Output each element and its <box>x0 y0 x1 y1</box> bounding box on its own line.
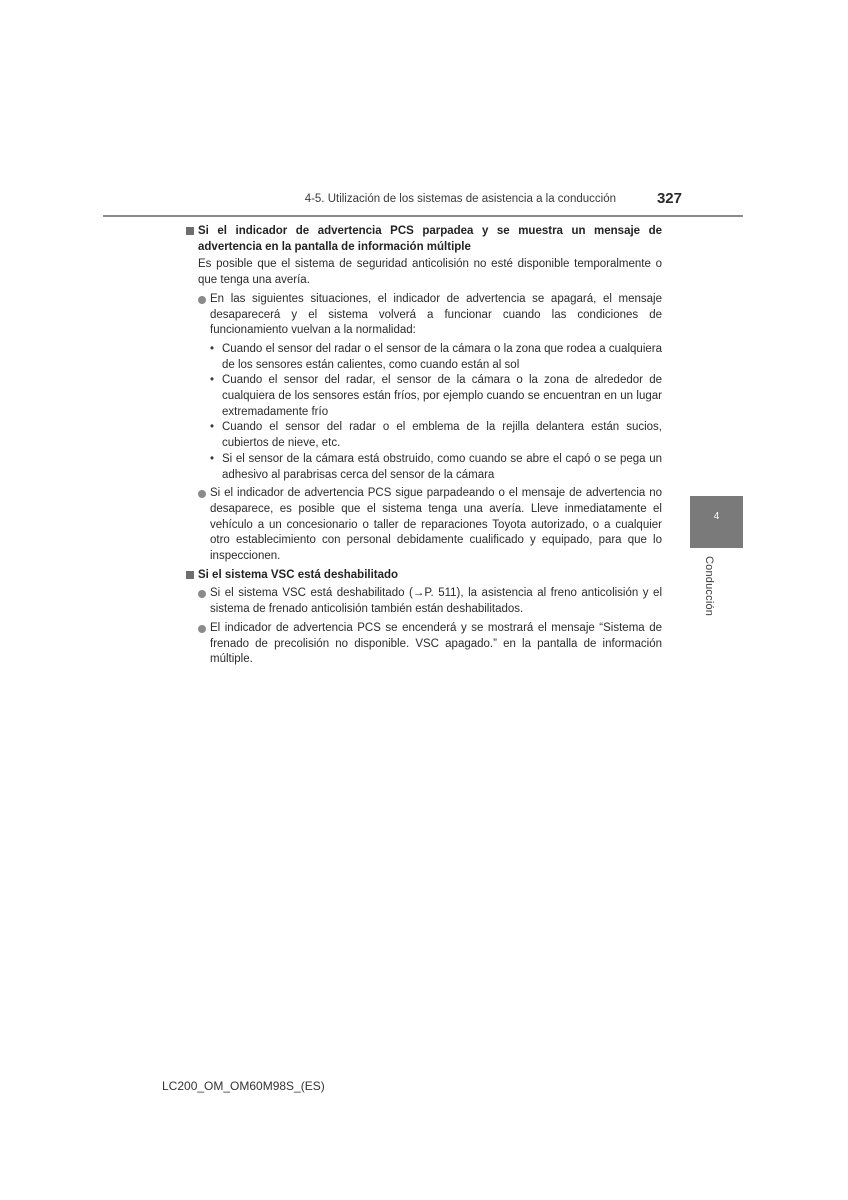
dot-bullet-icon: • <box>210 421 215 434</box>
dot-bullet-icon: • <box>210 374 215 387</box>
sub-list-item-text: Cuando el sensor del radar o el sensor de la cámara o la zona que rodea a cualquiera de los sensores están calientes, como cuando están al sol <box>222 342 662 371</box>
sub-list-item-text: Cuando el sensor del radar, el sensor de la cámara o la zona de alrededor de cualquiera de los sensores están fríos, por ejemplo cuando se encuentran en un lugar extremadamente frío <box>222 374 662 418</box>
list-item <box>186 486 662 565</box>
document-code: LC200_OM_OM60M98S_(ES) <box>162 1079 325 1093</box>
page-content <box>186 224 662 668</box>
list-item-text: Si el sistema VSC está deshabilitado (→P. 511), la asistencia al freno anticolisión y el sistema de frenado anticolisión también están deshabilitados. <box>210 587 662 616</box>
square-bullet-icon <box>186 227 194 235</box>
sub-list-item <box>186 420 662 451</box>
list-item <box>186 292 662 339</box>
chapter-tab <box>690 496 743 548</box>
circle-bullet-icon <box>198 490 206 498</box>
heading-text: Si el indicador de advertencia PCS parpadea y se muestra un mensaje de advertencia en la pantalla de información múltiple <box>198 225 662 253</box>
dot-bullet-icon: • <box>210 452 215 465</box>
chapter-number: 4 <box>713 511 720 522</box>
circle-bullet-icon <box>198 296 206 304</box>
sub-list-item-text: Cuando el sensor del radar o el emblema de la rejilla delantera están sucios, cubiertos de nieve, etc. <box>222 421 662 450</box>
circle-bullet-icon <box>198 590 206 598</box>
list-item-text: Si el indicador de advertencia PCS sigue parpadeando o el mensaje de advertencia no desaparece, es posible que el sistema tenga una avería. Lleve inmediatamente el vehículo a un concesionario o taller de reparaciones Toyota autorizado, o a cualquier otro establecimiento con personal debidamente cualificado y equipado, para que lo inspeccionen. <box>210 487 662 563</box>
list-item-text: El indicador de advertencia PCS se encenderá y se mostrará el mensaje “Sistema de frenado de precolisión no disponible. VSC apagado.” en la pantalla de información múltiple. <box>210 621 662 666</box>
sub-list-item <box>186 452 662 483</box>
sub-list <box>186 342 662 483</box>
intro-paragraph: Es posible que el sistema de seguridad anticolisión no esté disponible temporalmente o que tenga una avería. <box>198 258 662 287</box>
section-heading-pcs <box>186 224 662 255</box>
chapter-label: Conducción <box>703 556 715 617</box>
sub-list-item-text: Si el sensor de la cámara está obstruido, como cuando se abre el capó o se pega un adhesivo al parabrisas cerca del sensor de la cámara <box>222 452 662 481</box>
circle-bullet-icon <box>198 625 206 633</box>
header-divider <box>103 215 743 217</box>
list-item <box>186 621 662 668</box>
sub-list-item <box>186 373 662 420</box>
section-heading-vsc <box>186 568 662 584</box>
list-item-text: En las siguientes situaciones, el indicador de advertencia se apagará, el mensaje desaparecerá y el sistema volverá a funcionar cuando las condiciones de funcionamiento vuelvan a la normalidad: <box>210 292 662 337</box>
list-item <box>186 586 662 617</box>
sub-list-item <box>186 342 662 373</box>
dot-bullet-icon: • <box>210 342 215 355</box>
square-bullet-icon <box>186 571 194 579</box>
page-number: 327 <box>656 190 682 207</box>
section-title: 4-5. Utilización de los sistemas de asistencia a la conducción <box>304 193 616 205</box>
heading-text: Si el sistema VSC está deshabilitado <box>198 568 399 581</box>
